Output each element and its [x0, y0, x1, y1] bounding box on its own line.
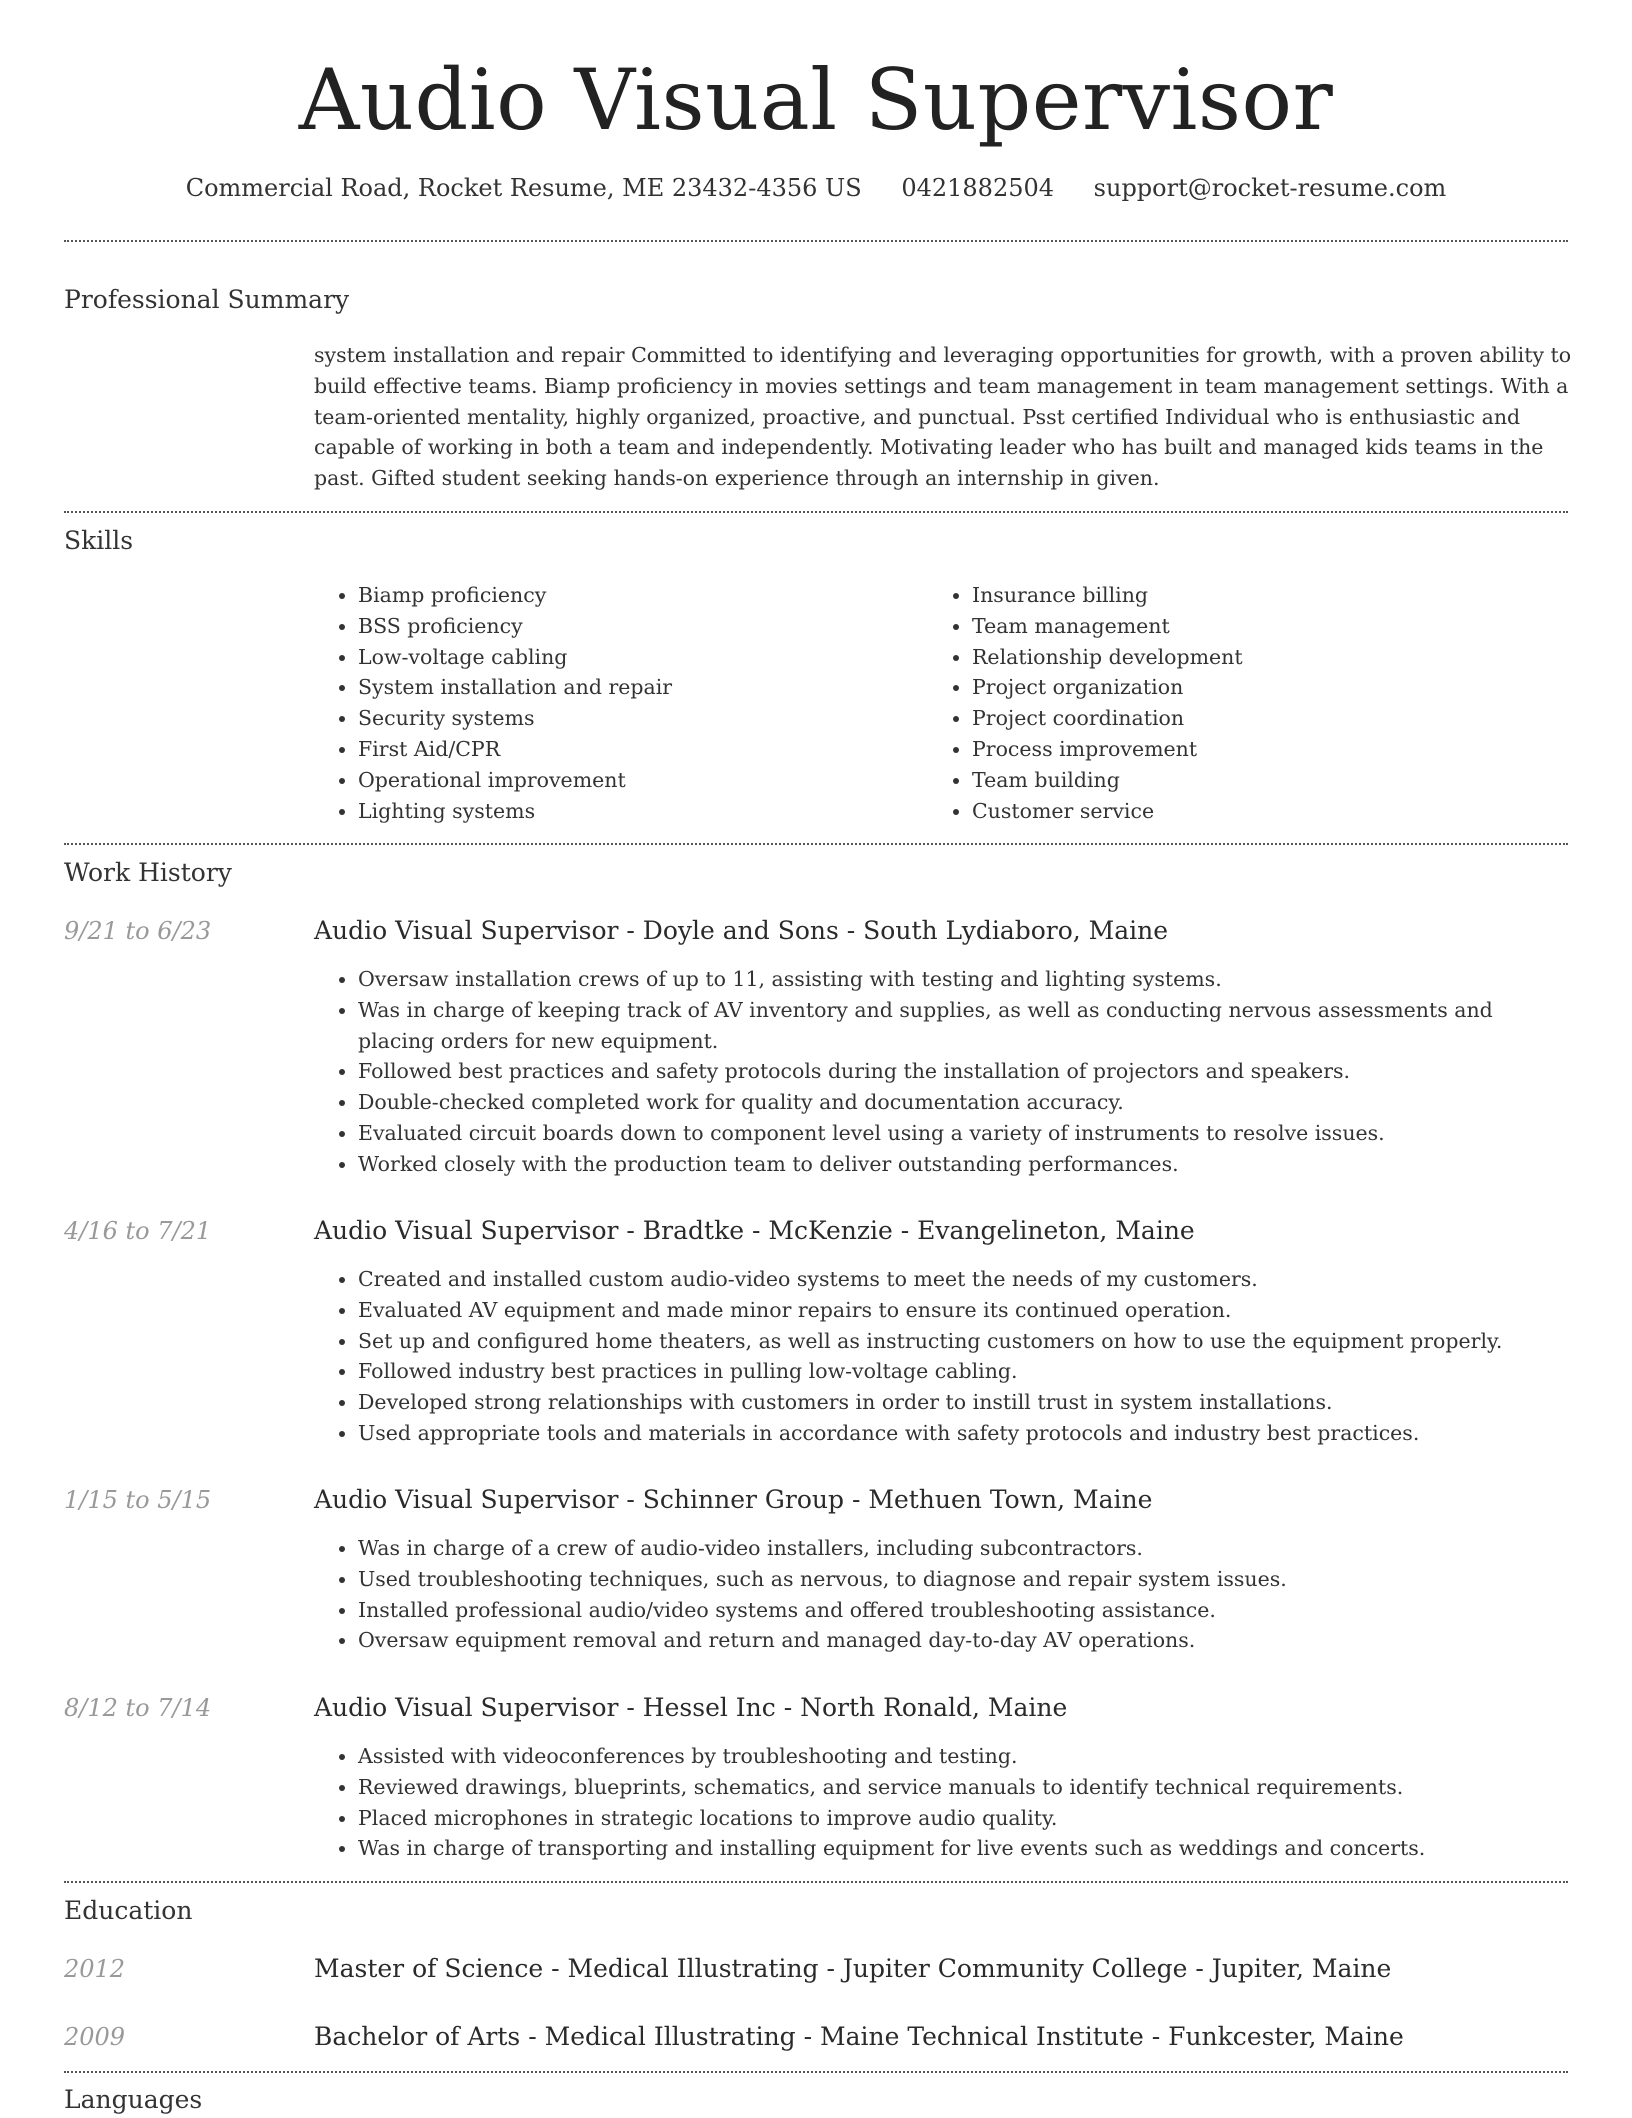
contact-line [0, 170, 1632, 206]
education-title: Master of Science - Medical Illustrating - Jupiter Community College - Jupiter, Maine [314, 1954, 1392, 1983]
job-bullet: • Reviewed drawings, blueprints, schematics, and service manuals to identify technical requirements. [358, 1772, 1574, 1803]
job-bullet: • Followed best practices and safety protocols during the installation of projectors and speakers. [358, 1056, 1574, 1087]
skills-column-left [314, 580, 874, 826]
skill-item: • Biamp proficiency [358, 580, 874, 611]
job-bullet: • Used troubleshooting techniques, such as nervous, to diagnose and repair system issues. [358, 1564, 1574, 1595]
education-year: 2009 [64, 2023, 126, 2051]
skill-item: • Customer service [972, 796, 1488, 827]
job-dates: 1/15 to 5/15 [64, 1486, 212, 1514]
job-bullet: • Used appropriate tools and materials in accordance with safety protocols and industry best practices. [358, 1418, 1574, 1449]
job-title: Audio Visual Supervisor - Hessel Inc - North Ronald, Maine [314, 1693, 1068, 1722]
skill-item: • Lighting systems [358, 796, 874, 827]
skill-item: • Insurance billing [972, 580, 1488, 611]
job-bullet: • Set up and configured home theaters, as well as instructing customers on how to use the equipment properly. [358, 1326, 1574, 1357]
skill-item: • Relationship development [972, 642, 1488, 673]
contact-phone: 0421882504 [901, 174, 1055, 202]
skill-item: • Security systems [358, 703, 874, 734]
skill-item: • Project coordination [972, 703, 1488, 734]
job-bullet: • Evaluated circuit boards down to component level using a variety of instruments to resolve issues. [358, 1118, 1574, 1149]
education-title: Bachelor of Arts - Medical Illustrating - Maine Technical Institute - Funkcester, Maine [314, 2022, 1404, 2051]
section-divider [64, 2071, 1568, 2073]
job-bullet: • Was in charge of transporting and installing equipment for live events such as weddings and concerts. [358, 1833, 1574, 1864]
skill-item: • Team management [972, 611, 1488, 642]
section-divider [64, 843, 1568, 845]
job-bullet: • Assisted with videoconferences by troubleshooting and testing. [358, 1741, 1574, 1772]
job-bullet: • Placed microphones in strategic locations to improve audio quality. [358, 1803, 1574, 1834]
skill-item: • BSS proficiency [358, 611, 874, 642]
skill-item: • Low-voltage cabling [358, 642, 874, 673]
job-bullet: • Was in charge of a crew of audio-video installers, including subcontractors. [358, 1533, 1574, 1564]
job-dates: 9/21 to 6/23 [64, 917, 212, 945]
job-bullet: • Developed strong relationships with customers in order to instill trust in system installations. [358, 1387, 1574, 1418]
job-bullet: • Was in charge of keeping track of AV inventory and supplies, as well as conducting nervous assessments and placing orders for new equipment. [358, 995, 1574, 1057]
job-responsibilities [314, 1741, 1574, 1864]
job-responsibilities [314, 964, 1574, 1180]
section-heading-skills: Skills [64, 526, 134, 555]
job-responsibilities [314, 1533, 1574, 1656]
section-heading-summary: Professional Summary [64, 285, 350, 314]
contact-address: Commercial Road, Rocket Resume, ME 23432-4356 US [185, 174, 862, 202]
section-divider [64, 511, 1568, 513]
job-bullet: • Oversaw installation crews of up to 11, assisting with testing and lighting systems. [358, 964, 1574, 995]
section-divider [64, 1881, 1568, 1883]
skill-item: • Team building [972, 765, 1488, 796]
job-bullet: • Evaluated AV equipment and made minor repairs to ensure its continued operation. [358, 1295, 1574, 1326]
section-heading-education: Education [64, 1896, 193, 1925]
job-title: Audio Visual Supervisor - Bradtke - McKenzie - Evangelineton, Maine [314, 1216, 1195, 1245]
job-bullet: • Installed professional audio/video systems and offered troubleshooting assistance. [358, 1595, 1574, 1626]
job-bullet: • Worked closely with the production team to deliver outstanding performances. [358, 1149, 1574, 1180]
section-heading-languages: Languages [64, 2085, 203, 2114]
skills-column-right [928, 580, 1488, 826]
job-bullet: • Created and installed custom audio-video systems to meet the needs of my customers. [358, 1264, 1574, 1295]
candidate-name: Audio Visual Supervisor [298, 51, 1334, 149]
education-year: 2012 [64, 1955, 126, 1983]
job-responsibilities [314, 1264, 1574, 1449]
section-divider [64, 240, 1568, 242]
job-bullet: • Followed industry best practices in pulling low-voltage cabling. [358, 1356, 1574, 1387]
professional-summary-text: system installation and repair Committed to identifying and leveraging opportunities for growth, with a proven ability to build effective teams. Biamp proficiency in movies settings and team management in team management settings. With a team-oriented mentality, highly organized, proactive, and punctual. Psst certified Individual who is enthusiastic and capable of working in both a team and independently. Motivating leader who has built and managed kids teams in the past. Gifted student seeking hands-on experience through an internship in given. [314, 343, 1572, 491]
job-bullet: • Double-checked completed work for quality and documentation accuracy. [358, 1087, 1574, 1118]
job-title: Audio Visual Supervisor - Schinner Group - Methuen Town, Maine [314, 1485, 1153, 1514]
job-dates: 8/12 to 7/14 [64, 1694, 212, 1722]
skill-item: • First Aid/CPR [358, 734, 874, 765]
skill-item: • Process improvement [972, 734, 1488, 765]
job-dates: 4/16 to 7/21 [64, 1217, 212, 1245]
contact-email: support@rocket-resume.com [1093, 174, 1447, 202]
skill-item: • Project organization [972, 672, 1488, 703]
skill-item: • Operational improvement [358, 765, 874, 796]
skill-item: • System installation and repair [358, 672, 874, 703]
job-bullet: • Oversaw equipment removal and return and managed day-to-day AV operations. [358, 1625, 1574, 1656]
job-title: Audio Visual Supervisor - Doyle and Sons - South Lydiaboro, Maine [314, 916, 1169, 945]
section-heading-work-history: Work History [64, 858, 232, 887]
